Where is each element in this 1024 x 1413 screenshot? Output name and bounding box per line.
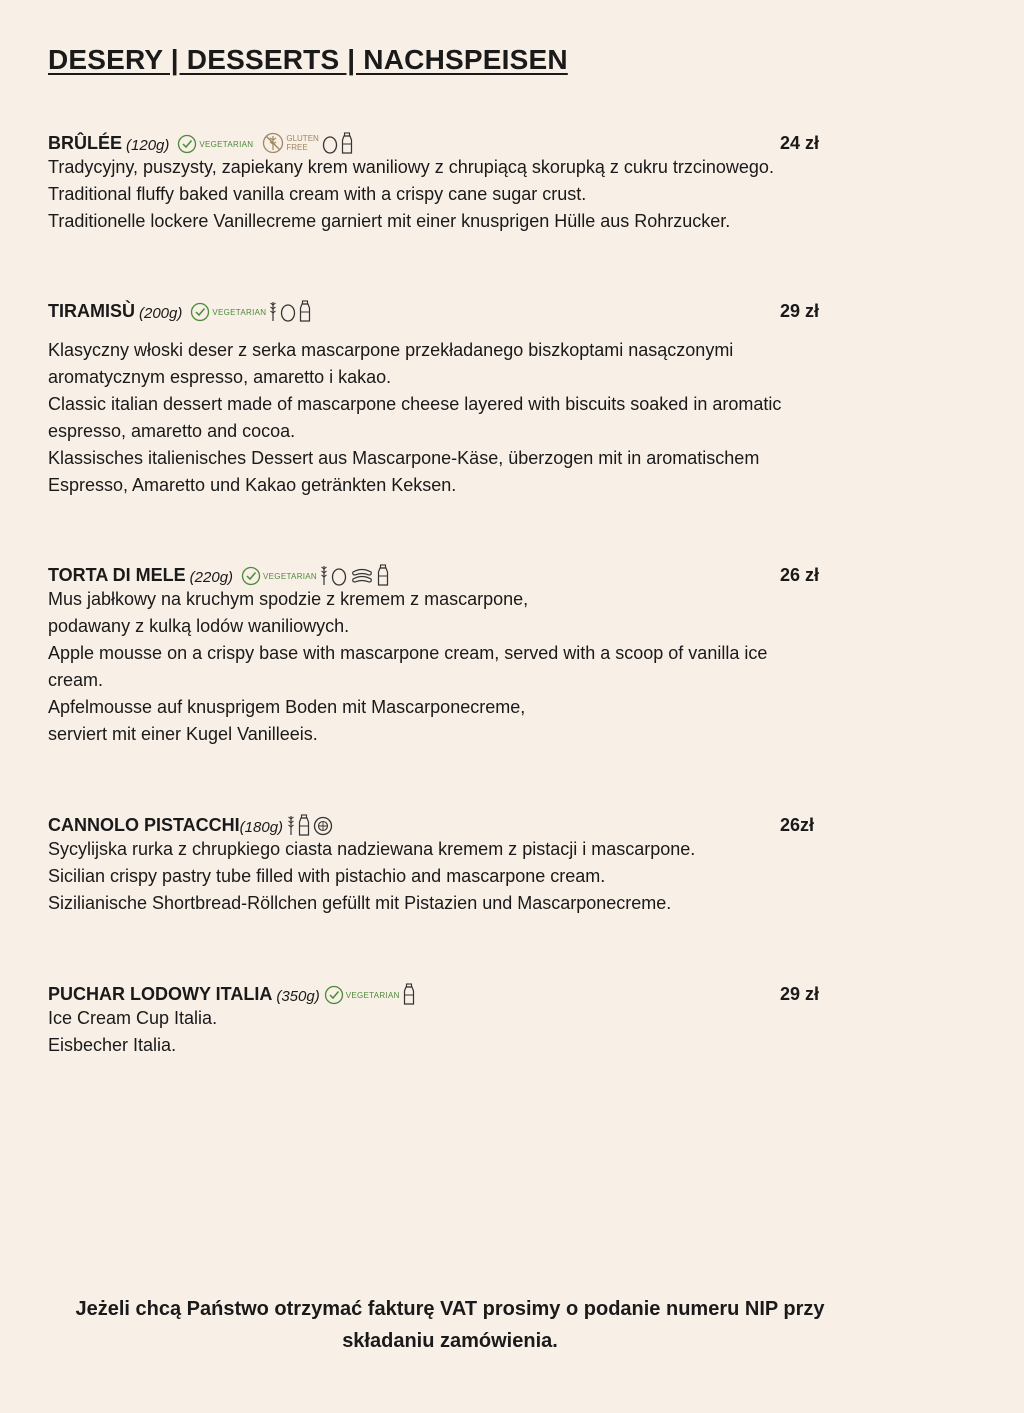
- menu-item-tiramisu: [48, 290, 848, 499]
- item-description-en: Sicilian crispy pastry tube filled with pistachio and mascarpone cream.: [48, 866, 606, 886]
- menu-item-cannolo-pistacchi: [48, 804, 848, 917]
- item-description-line: Espresso, Amaretto und Kakao getränkten Keksen.: [48, 475, 457, 495]
- item-description-line: cream.: [48, 670, 104, 690]
- menu-item-brulee: [48, 122, 848, 235]
- allergen-icons: [324, 983, 415, 1005]
- item-weight: (120g): [126, 137, 170, 154]
- milk-icon: [377, 564, 389, 586]
- item-name: TORTA DI MELE: [48, 565, 186, 585]
- vegetarian-badge: [241, 566, 317, 586]
- gluten-free-badge: [262, 132, 318, 154]
- item-header: [48, 122, 848, 154]
- item-weight: (350g): [276, 988, 320, 1005]
- item-description-line: Mus jabłkowy na kruchym spodzie z kremem z mascarpone,: [48, 589, 529, 609]
- milk-icon: [341, 132, 353, 154]
- item-weight: (180g): [239, 819, 284, 836]
- vegetarian-label: VEGETARIAN: [199, 139, 254, 149]
- item-price: 29 zł: [780, 301, 820, 321]
- item-description-de: Sizilianische Shortbread-Röllchen gefüllt mit Pistazien und Mascarponecreme.: [48, 893, 672, 913]
- vegetarian-icon: [177, 134, 197, 154]
- menu-item-torta-di-mele: [48, 554, 848, 748]
- item-description-en: Ice Cream Cup Italia.: [48, 1008, 218, 1028]
- item-description-line: aromatycznym espresso, amaretto i kakao.: [48, 367, 392, 387]
- gluten-free-line-1: GLUTEN: [286, 134, 319, 143]
- item-description-line: podawany z kulką lodów waniliowych.: [48, 616, 350, 636]
- gluten-free-line-2: FREE: [286, 143, 308, 152]
- item-weight: (200g): [139, 305, 183, 322]
- vegetarian-label: VEGETARIAN: [263, 571, 318, 581]
- vegetarian-badge: [324, 985, 400, 1005]
- item-description-pl: Sycylijska rurka z chrupkiego ciasta nadziewana kremem z pistacji i mascarpone.: [48, 839, 696, 859]
- item-header: [48, 290, 848, 322]
- item-header: [48, 554, 848, 586]
- item-weight: (220g): [189, 569, 234, 586]
- soy-icon: [350, 566, 374, 586]
- item-description-line: espresso, amaretto and cocoa.: [48, 421, 296, 441]
- allergen-icons: [287, 814, 333, 836]
- milk-icon: [298, 814, 310, 836]
- vegetarian-icon: [190, 302, 210, 322]
- page-title: DESERY | DESSERTS | NACHSPEISEN: [48, 44, 568, 75]
- item-price: 29 zł: [780, 984, 820, 1004]
- menu-item-puchar-lodowy-italia: [48, 973, 848, 1059]
- vegetarian-icon: [241, 566, 261, 586]
- item-description-line: Klassisches italienisches Dessert aus Mascarpone-Käse, überzogen mit in aromatischem: [48, 448, 760, 468]
- egg-icon: [280, 302, 296, 322]
- allergen-icons: [177, 132, 352, 154]
- item-description-line: Klasyczny włoski deser z serka mascarpone przekładanego biszkoptami nasączonymi: [48, 340, 734, 360]
- item-description-de: Traditionelle lockere Vanillecreme garniert mit einer knusprigen Hülle aus Rohrzucker.: [48, 211, 731, 231]
- egg-icon: [331, 566, 347, 586]
- item-price: 26zł: [780, 815, 815, 835]
- item-name: BRÛLÉE: [48, 133, 123, 153]
- vat-notice-line-2: składaniu zamówienia.: [342, 1330, 558, 1352]
- wheat-icon: [287, 814, 295, 836]
- nut-icon: [313, 816, 333, 836]
- allergen-icons: [190, 300, 311, 322]
- vegetarian-icon: [324, 985, 344, 1005]
- wheat-icon: [320, 564, 328, 586]
- item-name: TIRAMISÙ: [48, 301, 135, 321]
- vegetarian-label: VEGETARIAN: [345, 990, 400, 1000]
- vegetarian-badge: [177, 134, 253, 154]
- vat-notice-line-1: Jeżeli chcą Państwo otrzymać fakturę VAT prosimy o podanie numeru NIP przy: [75, 1298, 825, 1320]
- item-name: PUCHAR LODOWY ITALIA: [48, 984, 273, 1004]
- item-header: [48, 973, 848, 1005]
- item-description-en: Traditional fluffy baked vanilla cream with a crispy cane sugar crust.: [48, 184, 587, 204]
- allergen-icons: [241, 564, 389, 586]
- wheat-icon: [269, 300, 277, 322]
- vegetarian-label: VEGETARIAN: [212, 307, 267, 317]
- item-price: 26 zł: [780, 565, 820, 585]
- egg-icon: [322, 134, 338, 154]
- vegetarian-badge: [190, 302, 266, 322]
- item-price: 24 zł: [780, 133, 820, 153]
- gluten-free-icon: [262, 132, 284, 154]
- item-description-pl: Tradycyjny, puszysty, zapiekany krem waniliowy z chrupiącą skorupką z cukru trzcinowego.: [48, 157, 774, 177]
- vat-invoice-notice: [0, 1293, 900, 1357]
- item-name: CANNOLO PISTACCHI: [48, 815, 240, 835]
- item-description-line: serviert mit einer Kugel Vanilleeis.: [48, 724, 318, 744]
- item-description-line: Classic italian dessert made of mascarpone cheese layered with biscuits soaked in aromatic: [48, 394, 782, 414]
- milk-icon: [403, 983, 415, 1005]
- item-header: [48, 804, 848, 836]
- item-description-line: Apple mousse on a crispy base with mascarpone cream, served with a scoop of vanilla ice: [48, 643, 768, 663]
- item-description-line: Apfelmousse auf knusprigem Boden mit Mascarponecreme,: [48, 697, 526, 717]
- item-description-de: Eisbecher Italia.: [48, 1035, 177, 1055]
- milk-icon: [299, 300, 311, 322]
- gluten-free-label: [286, 134, 318, 152]
